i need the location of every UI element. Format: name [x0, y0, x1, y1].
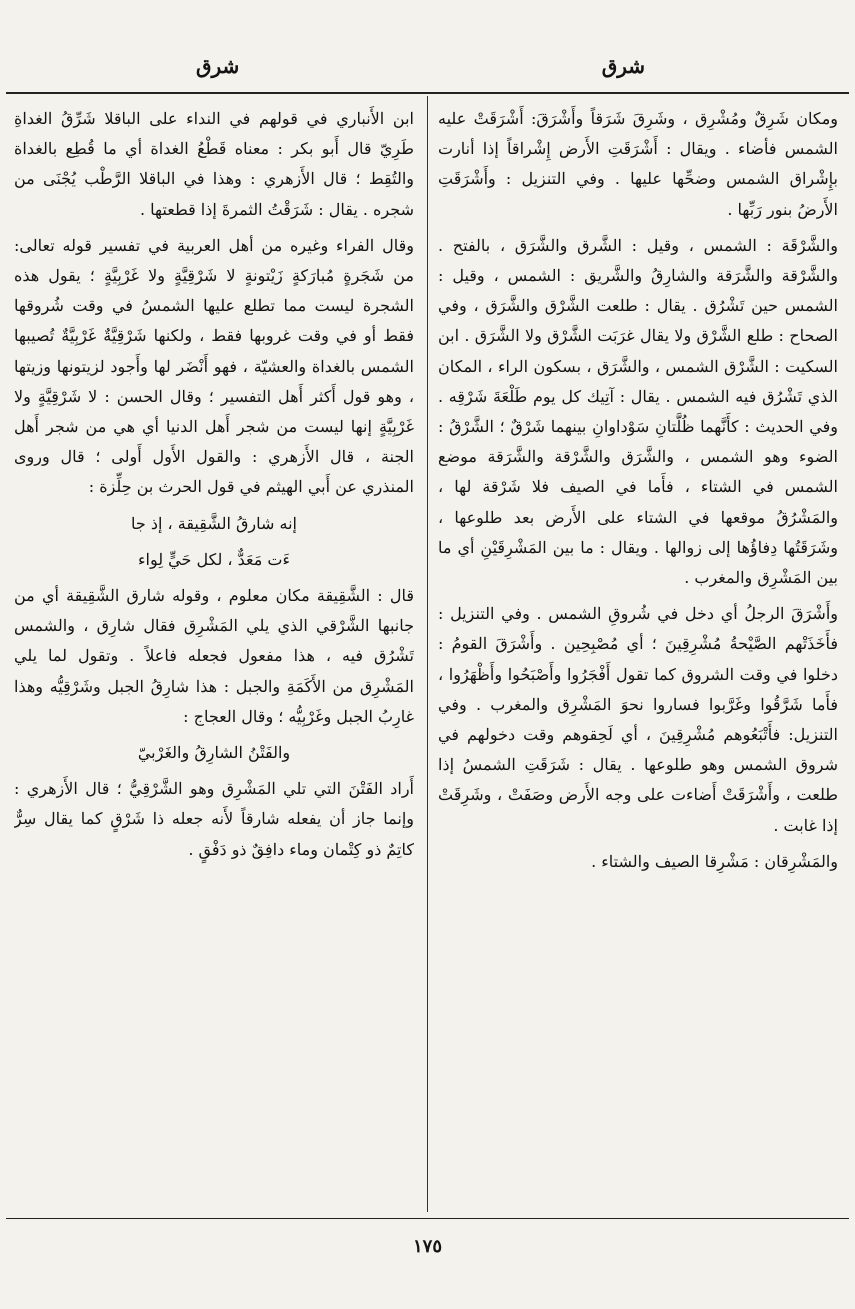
header-rule [6, 92, 849, 94]
column-divider [427, 96, 428, 1212]
page-header [0, 48, 855, 88]
paragraph: ابن الأَنباري في قولهم في النداء على الباقلا شَرِّقُ الغداةِ طَرِيّ قال أَبو بكر : معناه قَطْعُ الغداة أي ما قُطِع بالغداة والتُقِط ؛ قال الأَزهري : وهذا في الباقلا الرَّطْب يُجْنَى من شجره . يقال : شَرَقْتُ الثمرةَ إذا قطعتها . [14, 109, 414, 219]
left-column [14, 104, 414, 1204]
right-column [438, 104, 838, 1204]
paragraph: وأَشْرَقَ الرجلُ أي دخل في شُروقِ الشمس . وفي التنزيل : فأَخَذَتْهم الصَّيْحةُ مُشْرِقِينَ ؛ أي مُصْبِحِين . وأَشْرَقَ القومُ : دخلوا في وقت الشروق كما تقول أَفْجَرُوا وأَصْبَحُوا وأَظْهَرُوا ، فأَما شَرَّقُوا وغَرَّبوا فساروا نحوَ المَشْرِق والمغرب . وفي التنزيل: فأَتْبَعُوهم مُشْرِقِينَ ، أي لَحِقوهم وقت دخولهم في شروق الشمس وهو طلوعها . يقال : شَرَقَتِ الشمسُ إذا طلعت ، وأَشْرَقَتْ أَضاءت على وجه الأَرض وصَفَتْ ، وشَرِقَتْ إذا غابت . [438, 604, 838, 835]
paragraph: والشَّرْقَة : الشمس ، وقيل : الشَّرق والشَّرَق ، بالفتح . والشَّرْقة والشَّرَقة والشارِقُ والشَّريق : الشمس ، وقيل : الشمس حين تَشْرُق . يقال : طلعت الشَّرْق والشَّرَق ، وفي الصحاح : طلع الشَّرْق ولا يقال غرَبَت الشَّرْق ولا الشَّرَق . ابن السكيت : الشَّرْق الشمس ، والشَّرَق ، بسكون الراء ، المكان الذي تَشْرُق فيه الشمس . يقال : آتِيك كل يوم طَلْعَةَ شَرْقِه . وفي الحديث : كأَنَّهما ظُلَّتانِ سَوْداوانِ بينهما شَرْقٌ ؛ الشَّرْقُ : الضوء وهو الشمس ، والشَّرَق والشَّرْقة والشَّرَقة موضع الشمس في الشتاء ، فأَما في الصيف فلا شَرْقة لها ، والمَشْرُقُ موقعها في الشتاء على الأَرض بعد طلوعها ، وشَرَقَتُها دِفاؤُها إلى زوالها . ويقال : ما بين المَشْرِقَيْنِ أي ما بين المَشْرِق والمغرب . [438, 235, 838, 588]
verse-line: والفَتْنُ الشارِقُ والغَرْبيّ [137, 743, 291, 763]
paragraph: ومكان شَرِقٌ ومُشْرِق ، وشَرِقَ شَرَقاً وأَشْرَقَ: أَشْرَقَتْ عليه الشمس فأضاء . ويقال : أَشْرَقَتِ الأَرض إِشْراقاً إذا أنارت بإِشْراق الشمس وضحِّها عليها . وفي التنزيل : وأَشْرَقَتِ الأَرضُ بنور رَبِّها . [438, 109, 838, 219]
headword-right: شرق [601, 54, 645, 78]
page-number: ١٧٥ [412, 1236, 442, 1257]
verse-line: ءَت مَعَدٌّ ، لكل حَيٍّ لِواء [137, 549, 291, 569]
headword-left: شرق [196, 54, 240, 78]
paragraph: والمَشْرِقان : مَشْرِقا الصيف والشتاء . [591, 851, 838, 871]
paragraph: أَراد الفَتْنَ التي تلي المَشْرِق وهو الشَّرْقِيُّ ؛ قال الأَزهري : وإنما جاز أن يفعله شارقاً لأَنه جعله ذا شَرْقٍ كما يقال سِرٌّ كاتِمٌ ذو كِتْمان وماء دافِقٌ ذو دَفْقٍ . [14, 779, 414, 859]
paragraph: قال : الشَّقِيقة مكان معلوم ، وقوله شارق الشَّقِيقة أي من جانبها الشَّرْقي الذي يلي المَشْرِق فقال شارِق ، والشمس تَشْرُق فيه ، هذا مفعول فجعله فاعلاً . وتقول لما يلي المَشْرِق من الأَكَمَةِ والجبل : هذا شارِقُ الجبل وشَرْقِيُّه وهذا غارِبُ الجبل وغَرْبِيُّه ؛ وقال العجاج : [14, 586, 414, 726]
paragraph: وقال الفراء وغيره من أهل العربية في تفسير قوله تعالى: من شَجَرةٍ مُبارَكةٍ زَيْتونةٍ لا شَرْقِيَّةٍ ولا غَرْبِيَّةٍ ؛ يقول هذه الشجرة ليست مما تطلع عليها الشمسُ في وقت شُروقها فقط أو في وقت غروبها فقط ، ولكنها شَرْقِيَّةٌ غَرْبِيَّةٌ تُصيبها الشمس بالغداة والعشيّة ، فهو أَنْضَر لها وأَجود لزيتونها وزيتها ، وهو قول أَكثر أَهل التفسير ؛ وقال الحسن : لا شَرْقِيَّةٍ ولا غَرْبِيَّةٍ إنها ليست من شجر أَهل الدنيا أي هي من شجر أَهل الجنة ، قال الأَزهري : والقول الأَول أَولى ؛ قال وروى المنذري عن أَبي الهيثم في قول الحرث بن حِلِّزة : [14, 235, 414, 497]
verse-line: إنه شارقُ الشَّقِيقة ، إذ جا [130, 513, 297, 533]
footer-rule [6, 1218, 849, 1219]
